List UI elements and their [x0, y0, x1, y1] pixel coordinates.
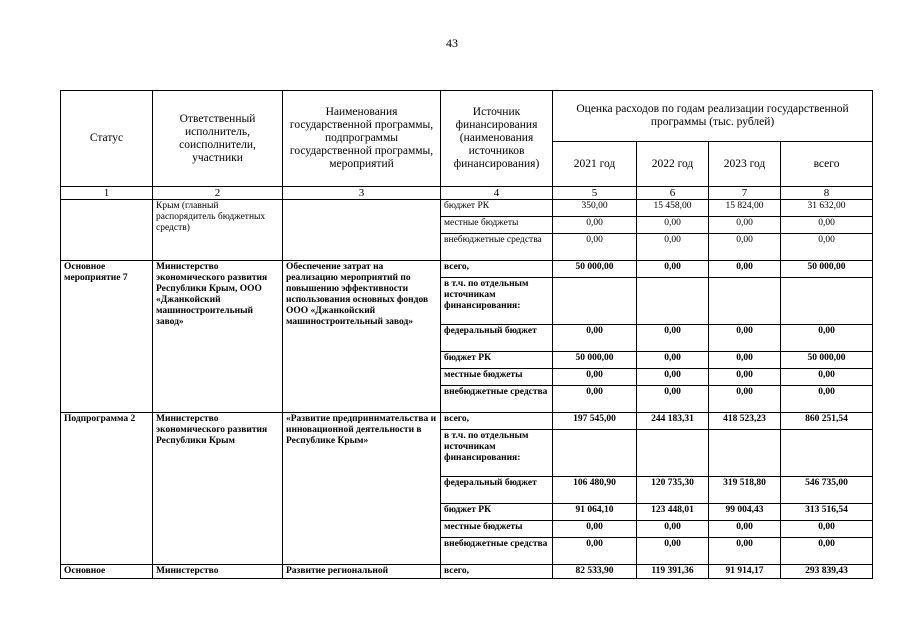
header-2022: 2022 год [637, 142, 709, 187]
value-2022: 0,00 [637, 386, 709, 413]
source-cell: федеральный бюджет [441, 477, 553, 504]
value-2023 [709, 430, 781, 477]
value-total: 0,00 [781, 217, 873, 234]
value-2023: 0,00 [709, 217, 781, 234]
table-row [61, 200, 873, 217]
column-number: 3 [283, 187, 441, 200]
value-2023: 0,00 [709, 386, 781, 413]
table-row [61, 565, 873, 579]
value-2021 [553, 430, 637, 477]
source-cell: в т.ч. по отдельным источникам финансирования: [441, 430, 553, 477]
source-cell: всего, [441, 413, 553, 430]
header-2023: 2023 год [709, 142, 781, 187]
value-2022: 0,00 [637, 521, 709, 538]
header-estimate: Оценка расходов по годам реализации государственной программы (тыс. рублей) [553, 91, 873, 142]
header-name: Наименования государственной программы, подпрограммы государственной программы, мероприятий [283, 91, 441, 187]
header-2021: 2021 год [553, 142, 637, 187]
value-2022: 0,00 [637, 234, 709, 261]
source-cell: бюджет РК [441, 200, 553, 217]
status-cell: Основное мероприятие 7 [61, 261, 153, 413]
value-2023: 15 824,00 [709, 200, 781, 217]
value-2021: 350,00 [553, 200, 637, 217]
status-cell: Подпрограмма 2 [61, 413, 153, 565]
page-number: 43 [446, 36, 458, 50]
value-2021: 82 533,90 [553, 565, 637, 579]
value-2022: 15 458,00 [637, 200, 709, 217]
column-number: 6 [637, 187, 709, 200]
value-total: 50 000,00 [781, 261, 873, 278]
value-2023 [709, 278, 781, 325]
value-total: 0,00 [781, 538, 873, 565]
value-total: 31 632,00 [781, 200, 873, 217]
value-2022 [637, 430, 709, 477]
value-2023: 99 004,43 [709, 504, 781, 521]
value-2021: 50 000,00 [553, 352, 637, 369]
value-2023: 0,00 [709, 352, 781, 369]
status-cell: Основное [61, 565, 153, 579]
header-source: Источник финансирования (наименования источников финансирования) [441, 91, 553, 187]
value-2023: 319 518,80 [709, 477, 781, 504]
value-2023: 0,00 [709, 538, 781, 565]
value-total [781, 430, 873, 477]
value-2022: 119 391,36 [637, 565, 709, 579]
source-cell: местные бюджеты [441, 369, 553, 386]
executor-cell: Министерство [153, 565, 283, 579]
column-number: 8 [781, 187, 873, 200]
value-2023: 91 914,17 [709, 565, 781, 579]
source-cell: внебюджетные средства [441, 234, 553, 261]
value-total [781, 278, 873, 325]
value-2021: 0,00 [553, 521, 637, 538]
name-cell: «Развитие предпринимательства и инновационной деятельности в Республике Крым» [283, 413, 441, 565]
value-2023: 418 523,23 [709, 413, 781, 430]
value-total: 293 839,43 [781, 565, 873, 579]
value-total: 0,00 [781, 386, 873, 413]
column-number: 2 [153, 187, 283, 200]
value-2023: 0,00 [709, 369, 781, 386]
value-total: 0,00 [781, 521, 873, 538]
value-2022: 120 735,30 [637, 477, 709, 504]
column-number: 7 [709, 187, 781, 200]
header-total: всего [781, 142, 873, 187]
value-2023: 0,00 [709, 261, 781, 278]
value-total: 50 000,00 [781, 352, 873, 369]
executor-cell: Министерство экономического развития Республики Крым, ООО «Джанкойский машиностроительный завод» [153, 261, 283, 413]
value-2021: 0,00 [553, 325, 637, 352]
source-cell: бюджет РК [441, 352, 553, 369]
name-cell: Развитие региональной [283, 565, 441, 579]
value-2021: 0,00 [553, 538, 637, 565]
source-cell: внебюджетные средства [441, 386, 553, 413]
table-row [61, 261, 873, 278]
source-cell: бюджет РК [441, 504, 553, 521]
value-2021: 0,00 [553, 234, 637, 261]
value-total: 860 251,54 [781, 413, 873, 430]
value-2022: 0,00 [637, 538, 709, 565]
value-2023: 0,00 [709, 521, 781, 538]
source-cell: местные бюджеты [441, 521, 553, 538]
value-total: 546 735,00 [781, 477, 873, 504]
value-total: 0,00 [781, 325, 873, 352]
value-2022 [637, 278, 709, 325]
value-2022: 123 448,01 [637, 504, 709, 521]
executor-cell: Министерство экономического развития Республики Крым [153, 413, 283, 565]
value-2022: 0,00 [637, 369, 709, 386]
value-2021: 106 480,90 [553, 477, 637, 504]
source-cell: федеральный бюджет [441, 325, 553, 352]
financing-table [60, 90, 873, 579]
name-cell [283, 200, 441, 261]
table-row [61, 413, 873, 430]
value-2021: 0,00 [553, 217, 637, 234]
column-number: 4 [441, 187, 553, 200]
value-2023: 0,00 [709, 325, 781, 352]
value-2022: 0,00 [637, 325, 709, 352]
value-2021: 197 545,00 [553, 413, 637, 430]
value-total: 0,00 [781, 234, 873, 261]
column-number: 1 [61, 187, 153, 200]
value-2021: 50 000,00 [553, 261, 637, 278]
header-status: Статус [61, 91, 153, 187]
value-2022: 0,00 [637, 217, 709, 234]
value-total: 313 516,54 [781, 504, 873, 521]
name-cell: Обеспечение затрат на реализацию мероприятий по повышению эффективности использования основных фондов ООО «Джанкойский машиностроительный завод» [283, 261, 441, 413]
source-cell: местные бюджеты [441, 217, 553, 234]
source-cell: в т.ч. по отдельным источникам финансирования: [441, 278, 553, 325]
source-cell: всего, [441, 261, 553, 278]
value-2022: 244 183,31 [637, 413, 709, 430]
source-cell: внебюджетные средства [441, 538, 553, 565]
value-2023: 0,00 [709, 234, 781, 261]
value-2021 [553, 278, 637, 325]
value-2022: 0,00 [637, 261, 709, 278]
executor-cell: Крым (главный распорядитель бюджетных средств) [153, 200, 283, 261]
value-2021: 0,00 [553, 369, 637, 386]
value-2021: 91 064,10 [553, 504, 637, 521]
value-2022: 0,00 [637, 352, 709, 369]
status-cell [61, 200, 153, 261]
header-executor: Ответственный исполнитель, соисполнители, участники [153, 91, 283, 187]
column-number: 5 [553, 187, 637, 200]
source-cell: всего, [441, 565, 553, 579]
value-2021: 0,00 [553, 386, 637, 413]
value-total: 0,00 [781, 369, 873, 386]
